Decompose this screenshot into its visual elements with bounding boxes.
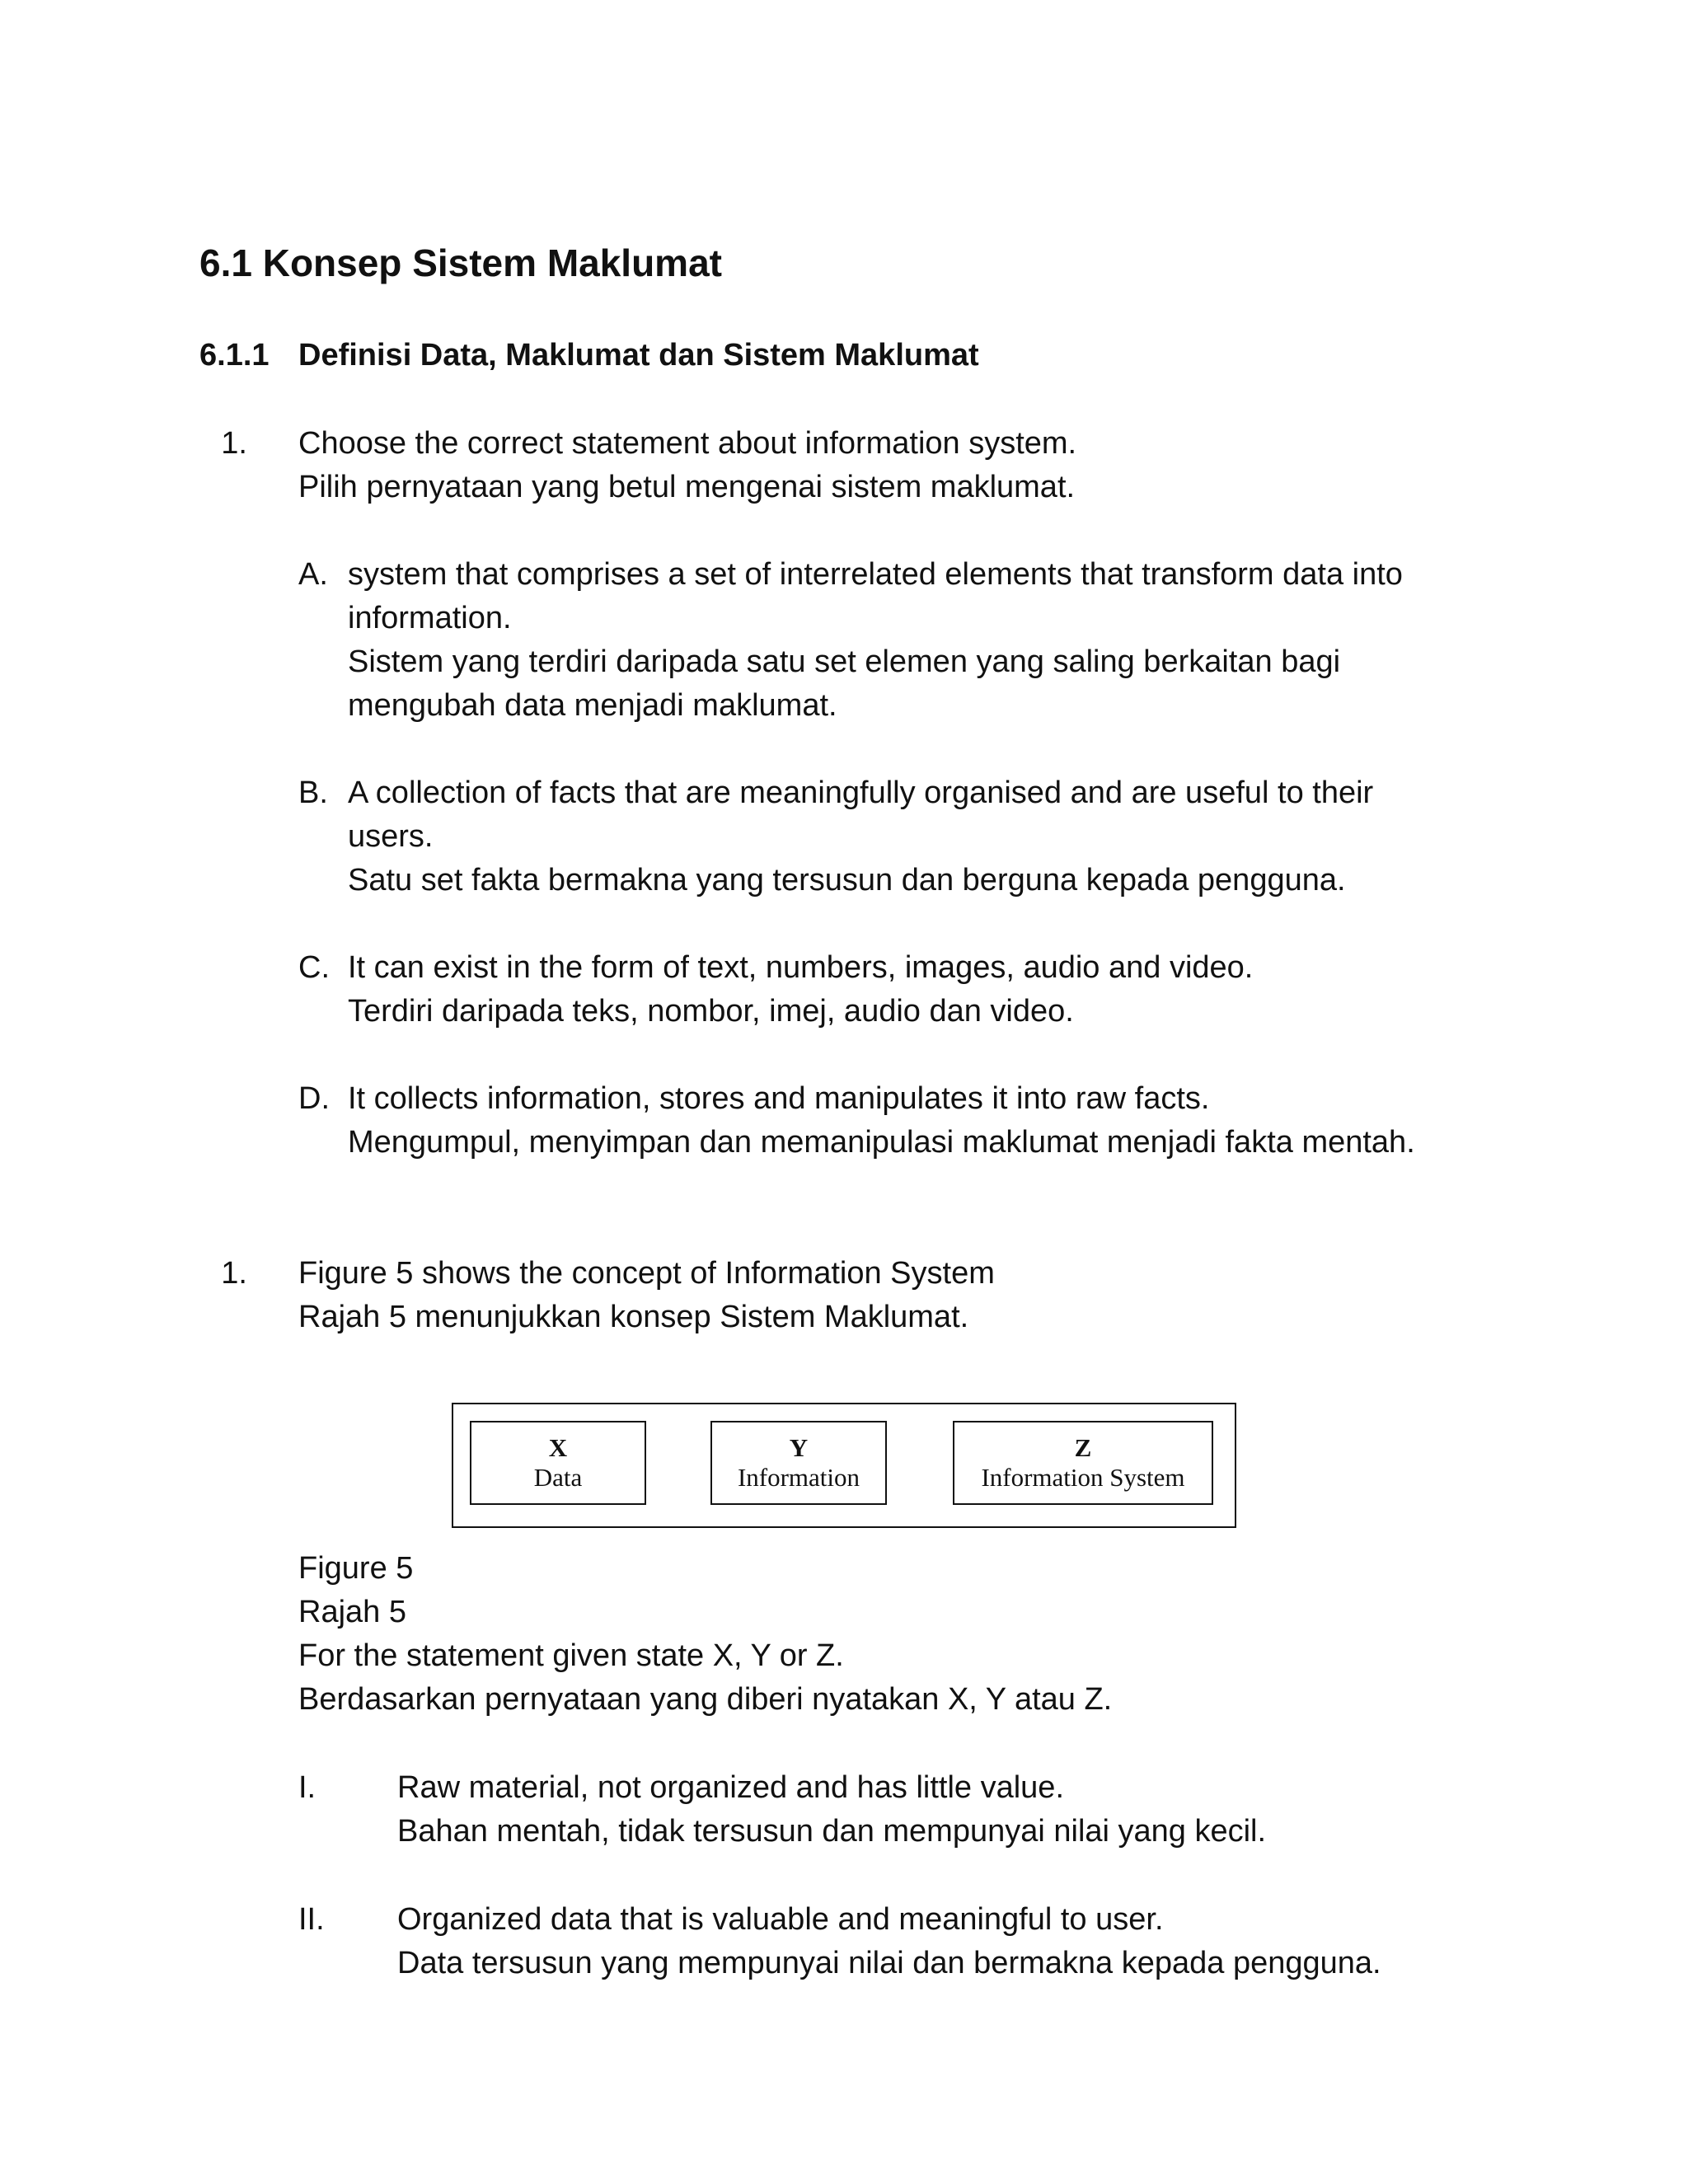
instruction-en: For the statement given state X, Y or Z. xyxy=(298,1638,844,1673)
option-text: It can exist in the form of text, numbers, images, audio and video. xyxy=(348,950,1254,985)
statement-numeral: I. xyxy=(298,1770,316,1805)
figure-box-label: Data xyxy=(533,1463,583,1492)
question-number: 1. xyxy=(221,1256,247,1291)
option-text: A collection of facts that are meaningfully organised and are useful to their xyxy=(348,776,1374,810)
subsection-heading xyxy=(199,333,979,377)
option-letter: A. xyxy=(298,557,328,592)
figure-5 xyxy=(452,1403,1236,1528)
option-text: users. xyxy=(348,819,434,854)
option-letter: C. xyxy=(298,950,330,985)
figure-box-label: Information System xyxy=(981,1463,1185,1492)
statement-text-en: Raw material, not organized and has little value. xyxy=(397,1770,1065,1805)
option-text: It collects information, stores and manipulates it into raw facts. xyxy=(348,1081,1210,1116)
figure-box-letter: Z xyxy=(1074,1433,1092,1462)
figure-caption-en: Figure 5 xyxy=(298,1551,414,1586)
instruction-ms: Berdasarkan pernyataan yang diberi nyatakan X, Y atau Z. xyxy=(298,1682,1113,1717)
figure-caption-ms: Rajah 5 xyxy=(298,1595,406,1629)
question-text-en: Figure 5 shows the concept of Information System xyxy=(298,1256,995,1291)
question-text-ms: Rajah 5 menunjukkan konsep Sistem Maklumat. xyxy=(298,1300,969,1334)
option-text: mengubah data menjadi maklumat. xyxy=(348,688,837,723)
option-text: Satu set fakta bermakna yang tersusun dan berguna kepada pengguna. xyxy=(348,863,1346,898)
option-text: information. xyxy=(348,601,512,635)
option-text: Terdiri daripada teks, nombor, imej, audio dan video. xyxy=(348,994,1074,1029)
section-title: 6.1 Konsep Sistem Maklumat xyxy=(199,241,722,284)
option-text: Mengumpul, menyimpan dan memanipulasi maklumat menjadi fakta mentah. xyxy=(348,1125,1415,1160)
option-letter: D. xyxy=(298,1081,330,1116)
question-text-en: Choose the correct statement about information system. xyxy=(298,426,1077,461)
figure-box-label: Information xyxy=(737,1463,860,1492)
figure-box-z xyxy=(953,1421,1213,1505)
statement-numeral: II. xyxy=(298,1902,325,1937)
figure-box-letter: Y xyxy=(789,1433,809,1462)
subsection-title: Definisi Data, Maklumat dan Sistem Maklumat xyxy=(298,338,979,373)
figure-box-x xyxy=(470,1421,646,1505)
statement-text-ms: Data tersusun yang mempunyai nilai dan bermakna kepada pengguna. xyxy=(397,1946,1381,1980)
option-letter: B. xyxy=(298,776,328,810)
option-text: Sistem yang terdiri daripada satu set elemen yang saling berkaitan bagi xyxy=(348,644,1341,679)
question-number: 1. xyxy=(221,426,247,461)
figure-box-letter: X xyxy=(548,1433,568,1462)
option-text: system that comprises a set of interrelated elements that transform data into xyxy=(348,557,1403,592)
statement-text-en: Organized data that is valuable and meaningful to user. xyxy=(397,1902,1164,1937)
figure-box-y xyxy=(710,1421,887,1505)
subsection-number: 6.1.1 xyxy=(199,338,270,373)
question-text-ms: Pilih pernyataan yang betul mengenai sistem maklumat. xyxy=(298,470,1076,504)
statement-text-ms: Bahan mentah, tidak tersusun dan mempunyai nilai yang kecil. xyxy=(397,1814,1267,1849)
